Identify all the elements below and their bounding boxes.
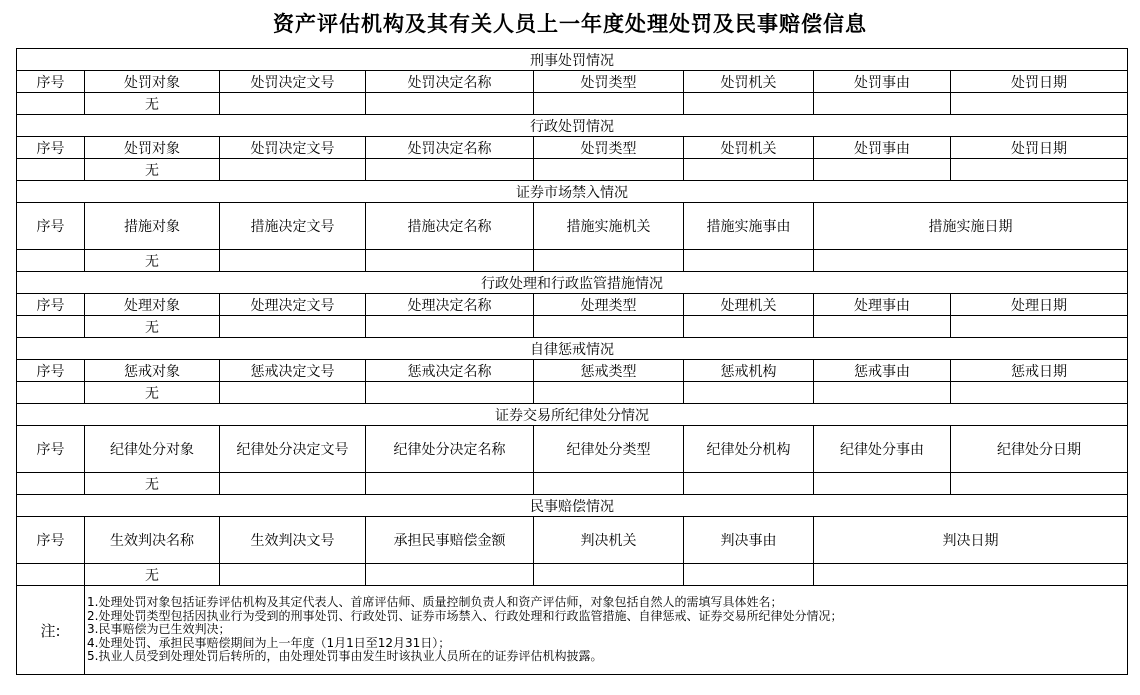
table-cell	[220, 93, 366, 115]
section-title-self-discipline: 自律惩戒情况	[17, 338, 1128, 360]
table-cell	[220, 250, 366, 272]
table-cell	[220, 316, 366, 338]
value-cell: 无	[85, 316, 220, 338]
value-cell: 无	[85, 250, 220, 272]
header-cell: 措施实施日期	[814, 203, 1128, 250]
header-cell: 处罚日期	[951, 71, 1128, 93]
table-cell	[814, 382, 951, 404]
header-cell: 纪律处分决定文号	[220, 426, 366, 473]
header-cell: 序号	[17, 71, 85, 93]
table-cell	[17, 316, 85, 338]
header-cell: 纪律处分对象	[85, 426, 220, 473]
table-cell	[534, 382, 684, 404]
notes-body	[85, 586, 1128, 675]
table-cell	[814, 93, 951, 115]
value-cell: 无	[85, 564, 220, 586]
table-cell	[17, 93, 85, 115]
header-cell: 纪律处分日期	[951, 426, 1128, 473]
table-cell	[951, 382, 1128, 404]
table-cell	[220, 473, 366, 495]
table-cell	[220, 159, 366, 181]
header-cell: 判决事由	[684, 517, 814, 564]
header-cell: 处理决定名称	[366, 294, 534, 316]
header-cell: 处理对象	[85, 294, 220, 316]
section-title-regulatory-measures: 行政处理和行政监管措施情况	[17, 272, 1128, 294]
table-cell	[534, 159, 684, 181]
table-cell	[684, 382, 814, 404]
section-title-market-ban: 证券市场禁入情况	[17, 181, 1128, 203]
header-cell: 措施实施事由	[684, 203, 814, 250]
header-cell: 惩戒事由	[814, 360, 951, 382]
table-cell	[17, 159, 85, 181]
header-cell: 处罚决定文号	[220, 71, 366, 93]
table-cell	[366, 159, 534, 181]
header-cell: 惩戒决定文号	[220, 360, 366, 382]
table-cell	[17, 250, 85, 272]
header-cell: 生效判决文号	[220, 517, 366, 564]
table-cell	[366, 473, 534, 495]
header-cell: 惩戒类型	[534, 360, 684, 382]
header-cell: 处理决定文号	[220, 294, 366, 316]
header-cell: 措施实施机关	[534, 203, 684, 250]
header-cell: 纪律处分决定名称	[366, 426, 534, 473]
header-cell: 措施决定名称	[366, 203, 534, 250]
table-cell	[951, 473, 1128, 495]
header-cell: 序号	[17, 517, 85, 564]
header-cell: 处罚机关	[684, 137, 814, 159]
header-cell: 序号	[17, 294, 85, 316]
table-cell	[366, 316, 534, 338]
disclosure-table	[16, 48, 1128, 675]
table-cell	[17, 473, 85, 495]
note-line: 3.民事赔偿为已生效判决；	[87, 622, 231, 637]
header-cell: 处罚类型	[534, 71, 684, 93]
table-cell	[951, 316, 1128, 338]
note-line: 1.处理处罚对象包括证券评估机构及其定代表人、首席评估师、质量控制负责人和资产评估师，对象包括自然人的需填写具体姓名；	[87, 595, 783, 610]
table-cell	[534, 564, 684, 586]
table-cell	[534, 93, 684, 115]
header-cell: 惩戒机构	[684, 360, 814, 382]
header-cell: 处理日期	[951, 294, 1128, 316]
table-cell	[220, 564, 366, 586]
table-cell	[684, 473, 814, 495]
header-cell: 处理机关	[684, 294, 814, 316]
header-cell: 惩戒决定名称	[366, 360, 534, 382]
header-cell: 措施对象	[85, 203, 220, 250]
notes-label: 注:	[17, 586, 85, 675]
header-cell: 惩戒对象	[85, 360, 220, 382]
header-cell: 处罚对象	[85, 137, 220, 159]
value-cell: 无	[85, 93, 220, 115]
table-cell	[814, 316, 951, 338]
header-cell: 处罚决定名称	[366, 71, 534, 93]
section-title-civil-compensation: 民事赔偿情况	[17, 495, 1128, 517]
header-cell: 序号	[17, 137, 85, 159]
header-cell: 处罚类型	[534, 137, 684, 159]
table-cell	[366, 382, 534, 404]
table-cell	[534, 473, 684, 495]
header-cell: 处罚事由	[814, 137, 951, 159]
header-cell: 承担民事赔偿金额	[366, 517, 534, 564]
table-cell	[534, 316, 684, 338]
section-title-criminal: 刑事处罚情况	[17, 49, 1128, 71]
note-line: 4.处理处罚、承担民事赔偿期间为上一年度（1月1日至12月31日）；	[87, 635, 451, 650]
header-cell: 纪律处分机构	[684, 426, 814, 473]
header-cell: 序号	[17, 203, 85, 250]
table-cell	[220, 382, 366, 404]
table-cell	[366, 93, 534, 115]
table-cell	[684, 159, 814, 181]
section-title-exchange-discipline: 证券交易所纪律处分情况	[17, 404, 1128, 426]
table-cell	[684, 564, 814, 586]
table-cell	[684, 316, 814, 338]
section-title-administrative: 行政处罚情况	[17, 115, 1128, 137]
table-cell	[684, 250, 814, 272]
table-cell	[366, 250, 534, 272]
value-cell: 无	[85, 473, 220, 495]
header-cell: 判决机关	[534, 517, 684, 564]
header-cell: 处理事由	[814, 294, 951, 316]
table-cell	[951, 159, 1128, 181]
table-cell	[814, 159, 951, 181]
header-cell: 判决日期	[814, 517, 1128, 564]
header-cell: 处理类型	[534, 294, 684, 316]
table-cell	[814, 564, 1128, 586]
note-line: 5.执业人员受到处理处罚后转所的，由处理处罚事由发生时该执业人员所在的证券评估机构披露。	[87, 649, 603, 664]
header-cell: 生效判决名称	[85, 517, 220, 564]
page-title: 资产评估机构及其有关人员上一年度处理处罚及民事赔偿信息	[273, 11, 867, 36]
header-cell: 处罚决定名称	[366, 137, 534, 159]
table-cell	[951, 93, 1128, 115]
header-cell: 序号	[17, 360, 85, 382]
header-cell: 处罚事由	[814, 71, 951, 93]
header-cell: 处罚日期	[951, 137, 1128, 159]
table-cell	[684, 93, 814, 115]
table-cell	[814, 250, 1128, 272]
header-cell: 处罚对象	[85, 71, 220, 93]
value-cell: 无	[85, 159, 220, 181]
table-cell	[17, 564, 85, 586]
header-cell: 处罚决定文号	[220, 137, 366, 159]
table-cell	[17, 382, 85, 404]
header-cell: 序号	[17, 426, 85, 473]
table-cell	[814, 473, 951, 495]
header-cell: 惩戒日期	[951, 360, 1128, 382]
header-cell: 处罚机关	[684, 71, 814, 93]
table-cell	[366, 564, 534, 586]
table-cell	[534, 250, 684, 272]
header-cell: 措施决定文号	[220, 203, 366, 250]
note-line: 2.处理处罚类型包括因执业行为受到的刑事处罚、行政处罚、证券市场禁入、行政处理和行政监管措施、自律惩戒、证券交易所纪律处分情况；	[87, 608, 843, 623]
header-cell: 纪律处分类型	[534, 426, 684, 473]
value-cell: 无	[85, 382, 220, 404]
header-cell: 纪律处分事由	[814, 426, 951, 473]
